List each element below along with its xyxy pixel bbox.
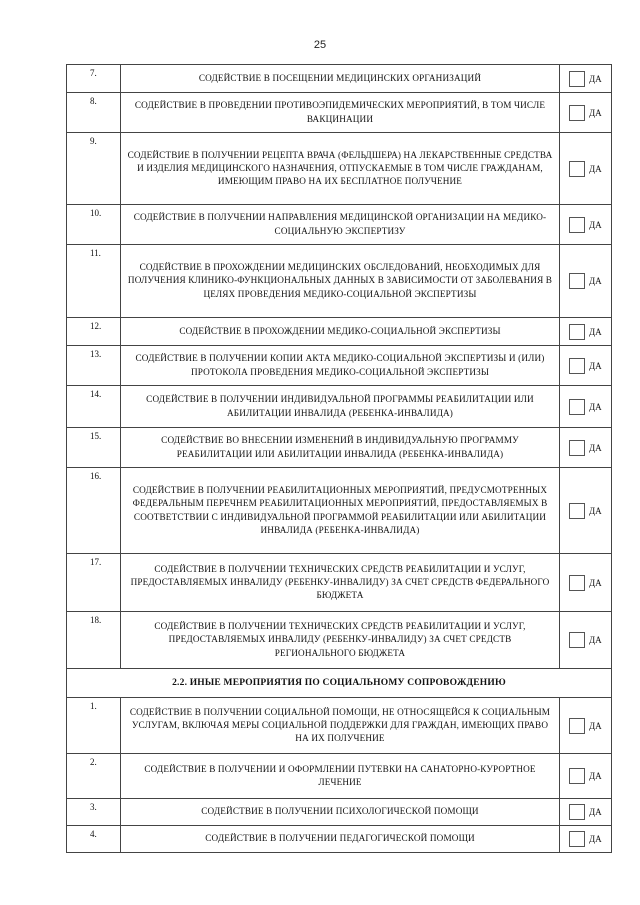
row-number: 2. [67, 754, 121, 799]
services-table [66, 64, 612, 853]
table-row [67, 468, 612, 554]
table-row [67, 346, 612, 386]
yes-checkbox[interactable] [569, 632, 585, 648]
row-number: 17. [67, 554, 121, 612]
table-row [67, 799, 612, 826]
table-row [67, 245, 612, 318]
checkbox-cell [560, 468, 612, 554]
yes-label: ДА [589, 276, 602, 287]
row-number: 3. [67, 799, 121, 826]
yes-label: ДА [589, 771, 602, 782]
service-text: СОДЕЙСТВИЕ В ПОЛУЧЕНИИ ИНДИВИДУАЛЬНОЙ ПРОГРАММЫ РЕАБИЛИТАЦИИ ИЛИ АБИЛИТАЦИИ ИНВАЛИДА (РЕБЕНКА-ИНВАЛИДА) [121, 386, 560, 428]
checkbox-cell [560, 205, 612, 245]
service-text: СОДЕЙСТВИЕ В ПОЛУЧЕНИИ РЕЦЕПТА ВРАЧА (ФЕЛЬДШЕРА) НА ЛЕКАРСТВЕННЫЕ СРЕДСТВА И ИЗДЕЛИЯ МЕДИЦИНСКОГО НАЗНАЧЕНИЯ, ОТПУСКАЕМЫЕ В ТОМ ЧИСЛЕ ГРАЖДАНАМ, ИМЕЮЩИМ ПРАВО НА ИХ БЕСПЛАТНОЕ ПОЛУЧЕНИЕ [121, 133, 560, 205]
yes-label: ДА [589, 442, 602, 453]
yes-label: ДА [589, 720, 602, 731]
yes-checkbox[interactable] [569, 217, 585, 233]
yes-checkbox[interactable] [569, 324, 585, 340]
table-row [67, 318, 612, 346]
service-text: СОДЕЙСТВИЕ ВО ВНЕСЕНИИ ИЗМЕНЕНИЙ В ИНДИВИДУАЛЬНУЮ ПРОГРАММУ РЕАБИЛИТАЦИИ ИЛИ АБИЛИТАЦИИ ИНВАЛИДА (РЕБЕНКА-ИНВАЛИДА) [121, 428, 560, 468]
yes-checkbox[interactable] [569, 105, 585, 121]
table-row [67, 428, 612, 468]
yes-checkbox[interactable] [569, 718, 585, 734]
yes-checkbox[interactable] [569, 804, 585, 820]
row-number: 16. [67, 468, 121, 554]
checkbox-cell [560, 245, 612, 318]
row-number: 10. [67, 205, 121, 245]
service-text: СОДЕЙСТВИЕ В ПОЛУЧЕНИИ РЕАБИЛИТАЦИОННЫХ МЕРОПРИЯТИЙ, ПРЕДУСМОТРЕННЫХ ФЕДЕРАЛЬНЫМ ПЕРЕЧНЕМ РЕАБИЛИТАЦИОННЫХ МЕРОПРИЯТИЙ, ПРЕДОСТАВЛЯЕМЫХ В СООТВЕТСТВИИ С ИНДИВИДУАЛЬНОЙ ПРОГРАММОЙ РЕАБИЛИТАЦИИ ИЛИ АБИЛИТАЦИИ ИНВАЛИДА (РЕБЕНКА-ИНВАЛИДА) [121, 468, 560, 554]
checkbox-cell [560, 428, 612, 468]
section-title: 2.2. ИНЫЕ МЕРОПРИЯТИЯ ПО СОЦИАЛЬНОМУ СОПРОВОЖДЕНИЮ [67, 669, 612, 698]
yes-label: ДА [589, 834, 602, 845]
row-number: 9. [67, 133, 121, 205]
service-text: СОДЕЙСТВИЕ В ПОЛУЧЕНИИ СОЦИАЛЬНОЙ ПОМОЩИ, НЕ ОТНОСЯЩЕЙСЯ К СОЦИАЛЬНЫМ УСЛУГАМ, ВКЛЮЧАЯ МЕРЫ СОЦИАЛЬНОЙ ПОДДЕРЖКИ ДЛЯ ГРАЖДАН, ИМЕЮЩИХ ПРАВО НА ИХ ПОЛУЧЕНИЕ [121, 698, 560, 754]
service-text: СОДЕЙСТВИЕ В ПОСЕЩЕНИИ МЕДИЦИНСКИХ ОРГАНИЗАЦИЙ [121, 65, 560, 93]
yes-checkbox[interactable] [569, 273, 585, 289]
checkbox-cell [560, 826, 612, 853]
yes-label: ДА [589, 73, 602, 84]
service-text: СОДЕЙСТВИЕ В ПОЛУЧЕНИИ И ОФОРМЛЕНИИ ПУТЕВКИ НА САНАТОРНО-КУРОРТНОЕ ЛЕЧЕНИЕ [121, 754, 560, 799]
row-number: 1. [67, 698, 121, 754]
table-row [67, 612, 612, 669]
service-text: СОДЕЙСТВИЕ В ПОЛУЧЕНИИ ТЕХНИЧЕСКИХ СРЕДСТВ РЕАБИЛИТАЦИИ И УСЛУГ, ПРЕДОСТАВЛЯЕМЫХ ИНВАЛИДУ (РЕБЕНКУ-ИНВАЛИДУ) ЗА СЧЕТ СРЕДСТВ ФЕДЕРАЛЬНОГО БЮДЖЕТА [121, 554, 560, 612]
checkbox-cell [560, 346, 612, 386]
service-text: СОДЕЙСТВИЕ В ПОЛУЧЕНИИ ПСИХОЛОГИЧЕСКОЙ ПОМОЩИ [121, 799, 560, 826]
table-row [67, 133, 612, 205]
page-number: 25 [313, 39, 327, 51]
service-text: СОДЕЙСТВИЕ В ПРОХОЖДЕНИИ МЕДИЦИНСКИХ ОБСЛЕДОВАНИЙ, НЕОБХОДИМЫХ ДЛЯ ПОЛУЧЕНИЯ КЛИНИКО-ФУНКЦИОНАЛЬНЫХ ДАННЫХ В ЗАВИСИМОСТИ ОТ ЗАБОЛЕВАНИЯ В ЦЕЛЯХ ПРОВЕДЕНИЯ МЕДИКО-СОЦИАЛЬНОЙ ЭКСПЕРТИЗЫ [121, 245, 560, 318]
checkbox-cell [560, 612, 612, 669]
yes-checkbox[interactable] [569, 440, 585, 456]
checkbox-cell [560, 386, 612, 428]
yes-label: ДА [589, 807, 602, 818]
checkbox-cell [560, 93, 612, 133]
yes-label: ДА [589, 577, 602, 588]
yes-checkbox[interactable] [569, 399, 585, 415]
yes-checkbox[interactable] [569, 831, 585, 847]
service-text: СОДЕЙСТВИЕ В ПОЛУЧЕНИИ НАПРАВЛЕНИЯ МЕДИЦИНСКОЙ ОРГАНИЗАЦИИ НА МЕДИКО-СОЦИАЛЬНУЮ ЭКСПЕРТИЗУ [121, 205, 560, 245]
yes-label: ДА [589, 219, 602, 230]
table-row [67, 93, 612, 133]
service-text: СОДЕЙСТВИЕ В ПРОВЕДЕНИИ ПРОТИВОЭПИДЕМИЧЕСКИХ МЕРОПРИЯТИЙ, В ТОМ ЧИСЛЕ ВАКЦИНАЦИИ [121, 93, 560, 133]
table-row [67, 754, 612, 799]
table-row [67, 826, 612, 853]
yes-label: ДА [589, 635, 602, 646]
yes-label: ДА [589, 360, 602, 371]
row-number: 12. [67, 318, 121, 346]
checkbox-cell [560, 65, 612, 93]
yes-checkbox[interactable] [569, 575, 585, 591]
row-number: 13. [67, 346, 121, 386]
yes-checkbox[interactable] [569, 768, 585, 784]
row-number: 8. [67, 93, 121, 133]
table-row [67, 554, 612, 612]
service-text: СОДЕЙСТВИЕ В ПОЛУЧЕНИИ ТЕХНИЧЕСКИХ СРЕДСТВ РЕАБИЛИТАЦИИ И УСЛУГ, ПРЕДОСТАВЛЯЕМЫХ ИНВАЛИДУ (РЕБЕНКУ-ИНВАЛИДУ) ЗА СЧЕТ СРЕДСТВ РЕГИОНАЛЬНОГО БЮДЖЕТА [121, 612, 560, 669]
yes-label: ДА [589, 505, 602, 516]
row-number: 15. [67, 428, 121, 468]
yes-label: ДА [589, 401, 602, 412]
row-number: 14. [67, 386, 121, 428]
yes-label: ДА [589, 107, 602, 118]
row-number: 7. [67, 65, 121, 93]
yes-checkbox[interactable] [569, 161, 585, 177]
checkbox-cell [560, 133, 612, 205]
checkbox-cell [560, 554, 612, 612]
service-text: СОДЕЙСТВИЕ В ПОЛУЧЕНИИ КОПИИ АКТА МЕДИКО-СОЦИАЛЬНОЙ ЭКСПЕРТИЗЫ И (ИЛИ) ПРОТОКОЛА ПРОВЕДЕНИЯ МЕДИКО-СОЦИАЛЬНОЙ ЭКСПЕРТИЗЫ [121, 346, 560, 386]
table-row [67, 65, 612, 93]
service-text: СОДЕЙСТВИЕ В ПРОХОЖДЕНИИ МЕДИКО-СОЦИАЛЬНОЙ ЭКСПЕРТИЗЫ [121, 318, 560, 346]
table-row [67, 698, 612, 754]
yes-label: ДА [589, 163, 602, 174]
yes-label: ДА [589, 326, 602, 337]
checkbox-cell [560, 754, 612, 799]
row-number: 18. [67, 612, 121, 669]
yes-checkbox[interactable] [569, 71, 585, 87]
row-number: 4. [67, 826, 121, 853]
checkbox-cell [560, 698, 612, 754]
checkbox-cell [560, 799, 612, 826]
yes-checkbox[interactable] [569, 503, 585, 519]
checkbox-cell [560, 318, 612, 346]
table-row [67, 205, 612, 245]
table-row [67, 386, 612, 428]
row-number: 11. [67, 245, 121, 318]
service-text: СОДЕЙСТВИЕ В ПОЛУЧЕНИИ ПЕДАГОГИЧЕСКОЙ ПОМОЩИ [121, 826, 560, 853]
section-heading-row [67, 669, 612, 698]
yes-checkbox[interactable] [569, 358, 585, 374]
